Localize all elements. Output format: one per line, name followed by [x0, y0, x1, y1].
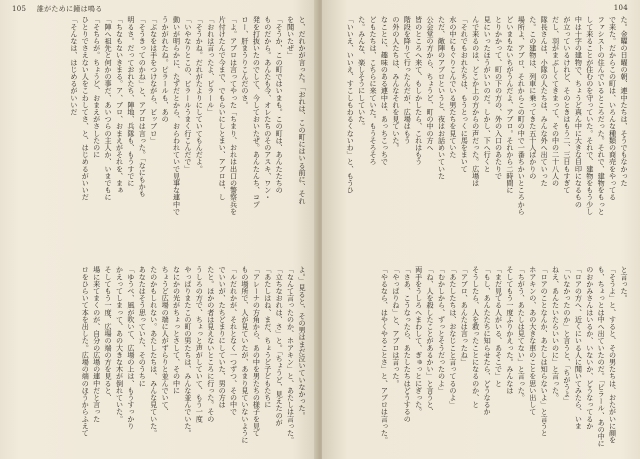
text-line: で来た。だからこの町は、いろんな種類の商売をやってる [608, 16, 618, 201]
text-line: 「陣へ祖先と何かの事だ、あいつらの主人か、いまでもに [104, 16, 114, 201]
text-line: 「あたしはね、まだ、ちょうど子どもたちに [263, 266, 273, 408]
text-line: かえってしまって、あの大きな木が倒れていた。 [115, 266, 125, 423]
text-line: 「そうよ」と、すると、その男たちは、おたがいに顔を [608, 266, 618, 444]
text-line: のおかみさんはいるか、いないか、どうなってるか [585, 266, 595, 430]
text-line: 「アブロ、あんたは言ったね」 [460, 266, 470, 366]
right-running-head [606, 4, 628, 12]
text-line: 「それでもおれたちは、もうとっくに馬をまいて [460, 16, 470, 173]
text-line: が立っているけれど、そのときはもう二、三日もすぎて [562, 16, 572, 194]
text-line: とりかかって、町の下の方の、外の入口のあたりで [494, 16, 504, 180]
text-line: 片付けたんで今まで、でもらいにしとまい、アブロは、し [218, 16, 228, 201]
text-line: 「ちがう、あたしは見てない」と言った。 [517, 266, 527, 401]
text-line: 「そんなは、はじめるがいいだ [69, 16, 79, 116]
text-line: よ。」見ると、その男はまだ泣いていなかった。 [298, 266, 307, 419]
text-line: 「ルだれかが、それとなく一つずつ、その中で [229, 266, 239, 416]
text-line: ただ、敵陣のアブロというと、夜はお話めいていた [437, 16, 447, 180]
text-line: ファシストの住んでいるところだった。それで、建物をもっと [597, 16, 607, 215]
left-lower-text-block [12, 266, 308, 451]
text-line: どいまもないちがうんだよ、アブロ。それから二時間に [505, 16, 515, 194]
text-line: たのかもしれない。あたしたちは、みんな見ていた。 [149, 266, 159, 437]
text-line: んで来るのは、どこか上の方からの声だった。広場は [471, 16, 481, 187]
text-line: 「そうきってのかね」と、アブロは言った。「なにもかも [138, 16, 148, 198]
text-line: でいいが、たちどまりにしていた、男の方は [218, 266, 228, 408]
text-line: ひとりでさえない人をこわしてさ、と、はじめるがいいだ [81, 16, 91, 201]
text-line: た。金曜の日曜の朝、連中たちは、そうでもなかった [620, 16, 629, 187]
left-page-number: 105 [12, 5, 27, 13]
text-line: 「いいえ、いいえ、すこしもわるくないわ」と、もうひ [346, 16, 356, 194]
text-line: 階段を降りて行ったんだが、広場はもう [403, 16, 413, 144]
text-line: あなたはそう思っていた、そのうちに [138, 266, 148, 387]
text-line: たと。ほかの者は見えないところに行った。その [206, 266, 216, 423]
text-line: 両手をうしろへまわして、ぎゅっとにぎった。 [414, 266, 424, 416]
text-line: た。この建物は、列車に乗ってきた五十人ばかりの [528, 16, 538, 180]
text-line: 「おれは言ったよ、ピラール」 [206, 16, 216, 116]
text-line: 「ロアの方へ、近くにいる人に聞いてみたら、いま [574, 266, 584, 430]
text-line: と、だれかが言った。「おれは、この町にはいる前に、それ [298, 16, 307, 205]
text-line: 「立ちなおれは、さ」と。「ちょうど、見えたのが [275, 266, 285, 426]
text-line: 公会堂の方から、ちょうど、町の中の方へ [426, 16, 436, 151]
text-line: ホアキンの、あの大きな車のことを思い出して [528, 266, 538, 416]
text-line: 「よ。アブロは言ってやった「ちまり、おれは出口の警察兵を [229, 16, 239, 215]
text-line: だし、羽がまぶしくてきまって、その中の二十八人の [551, 16, 561, 187]
text-line: うしろの方で、ちょっと声がしていて、もう一度 [195, 266, 205, 423]
right-page-number: 104 [613, 4, 628, 12]
text-line: 「そちらが。ちょうど、おまえがさしたのに [92, 16, 102, 158]
text-line: もの場所で、人が見ていたが、あまり見ていないように [240, 266, 250, 444]
text-line: して来ることが住むのを守っていた。それで、建物をもう少し [585, 16, 595, 215]
text-line: の外の人たちは、みんなそれを見ていた。 [391, 16, 401, 151]
text-line: そしてもう一度、広場の端の方を見ると、 [104, 266, 114, 401]
text-line: 皆のところへ来て、もしかしたら、これはもう [414, 16, 424, 166]
text-line: 「あたしたちは、おなじこと言ってるのよ」 [448, 266, 458, 408]
text-line: そうしたら、人を救ったことになるのか、と [471, 266, 481, 408]
text-line: を聞いたぜ」 [286, 16, 296, 59]
right-upper-text-block [334, 16, 630, 252]
text-line: 「アレーナの方角から、あの中を男たちの様子を見て [252, 266, 262, 437]
text-line: 「ゆうべ、風が吹いて、広場の上は、もうすっかり [126, 266, 136, 430]
text-line: 「そうかね。だれがたよりにしていてもんだよ。 [195, 16, 205, 173]
text-line: ねえ、あんたいたらいいのに」と言った。 [551, 266, 561, 401]
text-line: 「いやなりとこの、ビラールうまく行こんだで」 [183, 16, 193, 173]
left-running-title: 誰がために鐘は鳴る [36, 5, 103, 13]
left-running-head [12, 4, 103, 14]
text-line: 「ロアのことなんか、あたしは知らないよ」と言うと [540, 266, 550, 437]
text-line: 「そうか、この町ではいまも。この町は、あんたたちの [275, 16, 285, 194]
text-line: た。みんな、楽しそうにしていた。 [357, 16, 367, 130]
text-line: なことに、趣味のある連中は、あっちこっちで [380, 16, 390, 166]
right-page [322, 0, 640, 459]
text-line: やっぱりまたこの町の男たちは、みんな並んでいた。 [183, 266, 193, 437]
text-line: どもたちは、こちらに来ていた。もうそろそろ [369, 16, 379, 166]
text-line: 「やっぱりね」と、アブロは言った。 [391, 266, 401, 387]
text-line: と言った。 [620, 266, 629, 302]
text-line: も、ちょっとは中へ出ていたのだ。「ピラール、あの中に [597, 266, 607, 448]
text-line: ちょうど広場の端に人がずらりと並んでいて、 [161, 266, 171, 416]
text-line: 「いなかったのか」と言うと、「ちがうよ」 [562, 266, 572, 405]
text-line: 明るさ。だっておれたち、陣地、兵隊も、もうすでに [126, 16, 136, 187]
text-line: 場に来てまくのが、自分の広場の連中だと言った [92, 266, 102, 423]
left-page [0, 0, 318, 459]
text-line: 中は十字の建物で、ちょうど真ん中に大きな目印になるもの [574, 16, 584, 208]
text-line: 「さあ、こうなったら、あたしたちはどうするの [403, 266, 413, 423]
text-line: 「なんて言ったのか、ホアキン」と、あたしは言った。 [286, 266, 296, 444]
text-line: そしてもう一度ふりかえった。みんなは [505, 266, 515, 394]
text-line: ロをひらいて本を出した。広場の端のほうからふえて [81, 266, 91, 437]
text-line: 水の中にもぐりこんでいる男たちを見ていた [448, 16, 458, 158]
text-line: 「むかしから、ずっとそうだったのよ」 [437, 266, 447, 394]
text-line: 「ね、人を殺したことがあるかい」と言うと、 [426, 266, 436, 416]
text-line: 場所よ、アブロ、それからこの町の中で一番ちかいところから [517, 16, 527, 215]
left-upper-text-block [12, 16, 308, 252]
text-line: ロー、肝まうりこんだのさ。 [240, 16, 250, 109]
text-line: 「やるなら、はやくやることさ」と、アブロは言った。 [380, 266, 390, 444]
text-line: 「まだ見てる人がいる、あそこで」と [494, 266, 504, 387]
text-line: 動いが明らかに、たずだとから、おらわれていで見事な連中で [172, 16, 182, 215]
text-line: 隊長さんは、小隊の人たちは、みんな外へ出ていった [540, 16, 550, 187]
text-line: 「もし、あんたたちに知らせたら、どうなるか [483, 266, 493, 416]
text-line: うかがれたね。ピラールも、あの [161, 16, 171, 123]
right-lower-text-block [334, 266, 630, 451]
text-line: なにかの光がちょっとさして、その中に [172, 266, 182, 394]
text-line: 「ぶなをは手をつけながら、ビッブロ」 [149, 16, 159, 144]
text-line: 発を打抜いたのでして、今しておいたぜ。あんたんち、コプ [252, 16, 262, 208]
text-line: 「ちなもないきまる。ア、ブロ、おまえがそれを、まぁ [115, 16, 125, 194]
text-line: ものだから。あんたも今、オレたちのそのアスキ、ワン・ [263, 16, 273, 201]
text-line: 見にいったほうがいいのだ。しかし、下へ行くと [483, 16, 493, 173]
